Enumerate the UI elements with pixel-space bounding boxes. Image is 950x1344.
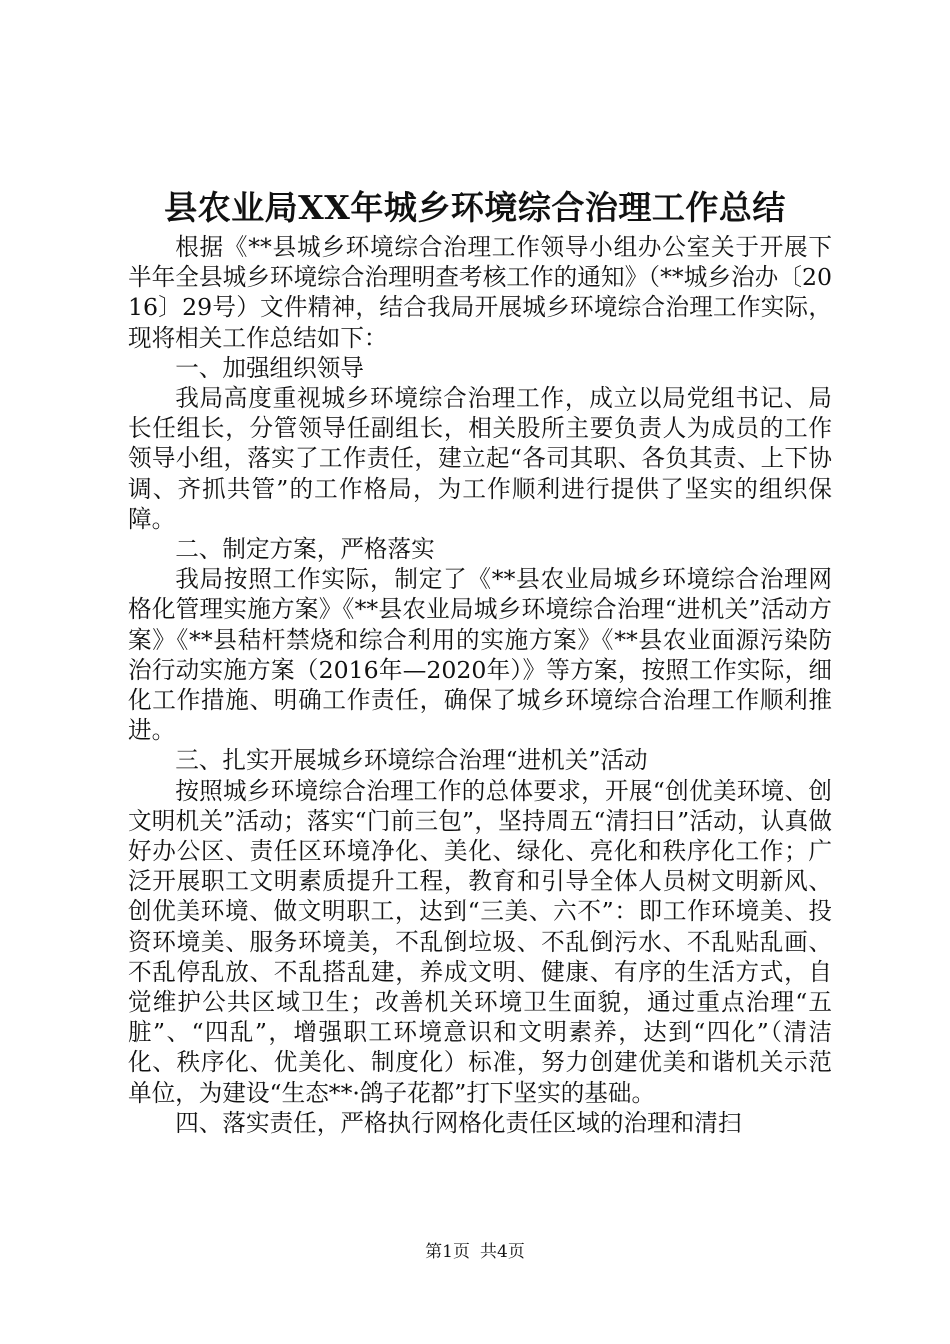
section-heading-4: 四、落实责任，严格执行网格化责任区域的治理和清扫	[175, 1108, 742, 1137]
intro-paragraph: 根据《**县城乡环境综合治理工作领导小组办公室关于开展下半年全县城乡环境综合治理明查考核工作的通知》（**城乡治办〔2016〕29号）文件精神，结合我局开展城乡环境综合治理工作实际，现将相关工作总结如下：	[128, 233, 832, 352]
section-heading-3: 三、扎实开展城乡环境综合治理“进机关”活动	[175, 746, 648, 775]
section-heading-2: 二、制定方案，严格落实	[175, 535, 435, 564]
page-number: 第1页	[425, 1242, 470, 1262]
section-heading-1: 一、加强组织领导	[175, 353, 364, 382]
page-footer	[0, 1241, 950, 1263]
section-paragraph-1: 我局高度重视城乡环境综合治理工作，成立以局党组书记、局长任组长，分管领导任副组长，相关股所主要负责人为成员的工作领导小组，落实了工作责任，建立起“各司其职、各负其责、上下协调、齐抓共管”的工作格局，为工作顺利进行提供了坚实的组织保障。	[128, 384, 832, 533]
section-paragraph-3: 按照城乡环境综合治理工作的总体要求，开展“创优美环境、创文明机关”活动；落实“门前三包”，坚持周五“清扫日”活动，认真做好办公区、责任区环境净化、美化、绿化、亮化和秩序化工作；广泛开展职工文明素质提升工程，教育和引导全体人员树文明新风、创优美环境、做文明职工，达到“三美、六不”：即工作环境美、投资环境美、服务环境美，不乱倒垃圾、不乱倒污水、不乱贴乱画、不乱停乱放、不乱搭乱建，养成文明、健康、有序的生活方式，自觉维护公共区域卫生；改善机关环境卫生面貌，通过重点治理“五脏”、“四乱”，增强职工环境意识和文明素养，达到“四化”（清洁化、秩序化、优美化、制度化）标准，努力创建优美和谐机关示范单位，为建设“生态**·鸽子花都”打下坚实的基础。	[128, 776, 832, 1107]
section-paragraph-2: 我局按照工作实际，制定了《**县农业局城乡环境综合治理网格化管理实施方案》《**县农业局城乡环境综合治理“进机关”活动方案》《**县秸杆禁烧和综合利用的实施方案》《**县农业面源污染防治行动实施方案（2016年—2020年）》等方案，按照工作实际，细化工作措施、明确工作责任，确保了城乡环境综合治理工作顺利推进。	[128, 565, 832, 745]
page-total: 共4页	[480, 1242, 525, 1262]
document-title: 县农业局XX年城乡环境综合治理工作总结	[164, 188, 786, 227]
document-body	[128, 232, 832, 1138]
